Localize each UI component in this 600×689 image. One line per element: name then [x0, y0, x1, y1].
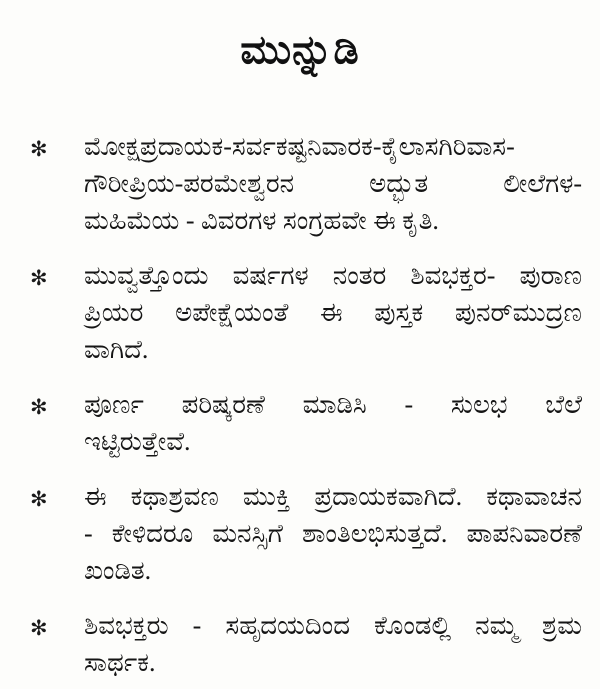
text-line: ಪ್ರಿಯರ ಅಪೇಕ್ಷೆಯಂತೆ ಈ ಪುಸ್ತಕ ಪುನರ್‌ಮುದ್ರಣ	[84, 298, 582, 327]
text-line: ಈ ಕಥಾಶ್ರವಣ ಮುಕ್ತಿ ಪ್ರದಾಯಕವಾಗಿದೆ. ಕಥಾವಾಚನ	[84, 482, 582, 511]
list-item	[26, 478, 582, 589]
asterisk-bullet-icon: ✻	[30, 487, 48, 511]
paragraph-text	[84, 257, 582, 368]
text-line: ಇಟ್ಟಿರುತ್ತೇವೆ.	[84, 427, 191, 456]
asterisk-bullet-icon: ✻	[30, 395, 48, 419]
list-item	[26, 386, 582, 460]
asterisk-bullet-icon: ✻	[30, 616, 48, 640]
asterisk-bullet-icon: ✻	[30, 266, 48, 290]
list-item	[26, 128, 582, 239]
text-line: ಖಂಡಿತ.	[84, 556, 152, 585]
bullet-list	[0, 128, 600, 681]
paragraph-text	[84, 386, 582, 460]
text-line: ಮುವ್ವತ್ತೊಂದು ವರ್ಷಗಳ ನಂತರ ಶಿವಭಕ್ತರ- ಪುರಾಣ	[84, 261, 582, 290]
text-line: ಗೌರೀಪ್ರಿಯ-ಪರಮೇಶ್ವರನ ಅದ್ಭುತ ಲೀಲೆಗಳ-	[84, 169, 582, 198]
text-line: ಸಾರ್ಥಕ.	[84, 648, 156, 677]
text-line: ಮಹಿಮೆಯ - ವಿವರಗಳ ಸಂಗ್ರಹವೇ ಈ ಕೃತಿ.	[84, 206, 439, 235]
page-title: ಮುನ್ನುಡಿ	[240, 27, 360, 72]
text-line: ವಾಗಿದೆ.	[84, 335, 149, 364]
text-line: - ಕೇಳಿದರೂ ಮನಸ್ಸಿಗೆ ಶಾಂತಿಲಭಿಸುತ್ತದೆ. ಪಾಪನಿವಾರಣೆ	[84, 519, 582, 548]
text-line: ಪೂರ್ಣ ಪರಿಷ್ಕರಣೆ ಮಾಡಿಸಿ - ಸುಲಭ ಬೆಲೆ	[84, 390, 582, 419]
asterisk-bullet-icon: ✻	[30, 137, 48, 161]
paragraph-text	[84, 607, 582, 681]
list-item	[26, 607, 582, 681]
list-item	[26, 257, 582, 368]
text-line: ಮೋಕ್ಷಪ್ರದಾಯಕ-ಸರ್ವಕಷ್ಟನಿವಾರಕ-ಕೈಲಾಸಗಿರಿವಾಸ-	[84, 132, 515, 161]
text-line: ಶಿವಭಕ್ತರು - ಸಹೃದಯದಿಂದ ಕೊಂಡಲ್ಲಿ ನಮ್ಮ ಶ್ರಮ	[84, 611, 582, 640]
paragraph-text	[84, 128, 582, 239]
paragraph-text	[84, 478, 582, 589]
